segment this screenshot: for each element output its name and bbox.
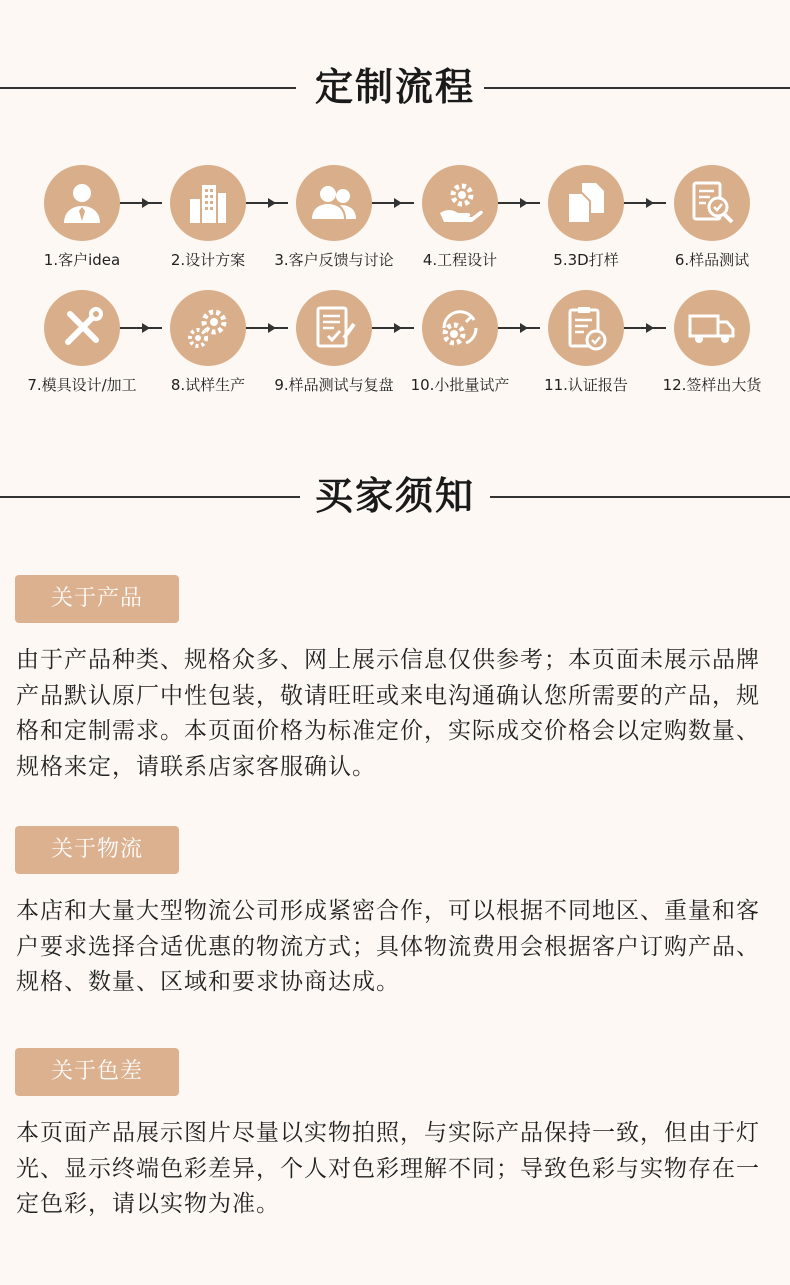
process-row-2	[0, 290, 790, 420]
step-label: 10.小批量试产	[410, 376, 510, 394]
process-step	[642, 290, 782, 395]
building-icon	[170, 165, 246, 241]
person-tie-icon	[44, 165, 120, 241]
section-tag-product: 关于产品	[15, 575, 179, 623]
users-icon	[296, 165, 372, 241]
process-step	[642, 165, 782, 270]
gears-icon	[170, 290, 246, 366]
section-text-logistics: 本店和大量大型物流公司形成紧密合作，可以根据不同地区、重量和客户要求选择合适优惠的物流方式；具体物流费用会根据客户订购产品、规格、数量、区域和要求协商达成。	[16, 898, 760, 995]
process-step	[12, 290, 152, 395]
section-text-product: 由于产品种类、规格众多、网上展示信息仅供参考；本页面未展示品牌产品默认原厂中性包装，敬请旺旺或来电沟通确认您所需要的产品，规格和定制需求。本页面价格为标准定价，实际成交价格会以定购数量、规格来定，请联系店家客服确认。	[16, 647, 760, 780]
section-tag-color: 关于色差	[15, 1048, 179, 1096]
process-step	[12, 165, 152, 270]
section-text-color: 本页面产品展示图片尽量以实物拍照，与实际产品保持一致，但由于灯光、显示终端色彩差异，个人对色彩理解不同；导致色彩与实物存在一定色彩，请以实物为准。	[16, 1120, 760, 1217]
process-step	[264, 165, 404, 270]
step-label: 9.样品测试与复盘	[274, 376, 394, 394]
notice-heading	[0, 472, 790, 522]
process-step	[390, 290, 530, 395]
documents-icon	[548, 165, 624, 241]
process-step	[516, 165, 656, 270]
step-label: 4.工程设计	[422, 251, 498, 269]
process-heading	[0, 63, 790, 113]
step-label: 2.设计方案	[170, 251, 246, 269]
step-label: 8.试样生产	[170, 376, 246, 394]
process-step	[264, 290, 404, 395]
document-search-icon	[674, 165, 750, 241]
section-tag-logistics: 关于物流	[15, 826, 179, 874]
gear-hand-icon	[422, 165, 498, 241]
step-label: 12.签样出大货	[662, 376, 762, 394]
step-label: 5.3D打样	[553, 251, 619, 269]
step-label: 7.模具设计/加工	[27, 376, 137, 394]
tools-icon	[44, 290, 120, 366]
process-step	[138, 290, 278, 395]
step-label: 11.认证报告	[544, 376, 628, 394]
process-step	[390, 165, 530, 270]
process-title: 定制流程	[314, 65, 475, 109]
clipboard-check-icon	[548, 290, 624, 366]
notice-title: 买家须知	[314, 474, 475, 518]
truck-icon	[674, 290, 750, 366]
step-label: 1.客户idea	[43, 251, 121, 269]
process-step	[138, 165, 278, 270]
document-edit-icon	[296, 290, 372, 366]
gear-cycle-icon	[422, 290, 498, 366]
step-label: 6.样品测试	[674, 251, 750, 269]
process-step	[516, 290, 656, 395]
step-label: 3.客户反馈与讨论	[274, 251, 394, 269]
process-row-1	[0, 165, 790, 295]
